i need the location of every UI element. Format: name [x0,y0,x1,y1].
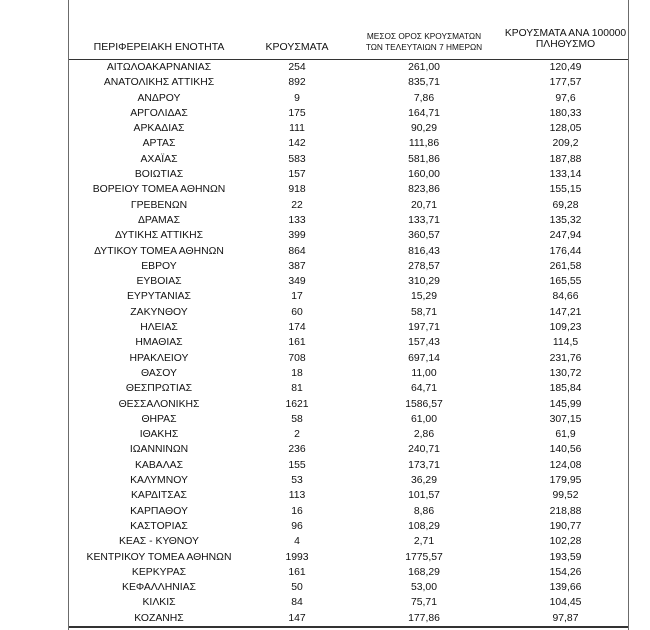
avg7-cell: 816,43 [408,245,440,257]
per100k-cell: 61,9 [555,429,576,441]
per100k-cell: 99,52 [552,490,579,502]
table-row [69,167,628,182]
header-per100k [503,28,628,50]
per100k-cell: 218,88 [549,505,582,517]
avg7-cell: 111,86 [408,138,440,150]
table-row [69,320,628,335]
table-row [69,427,628,442]
per100k-cell: 185,84 [549,383,582,395]
region-cell: ΚΕΝΤΡΙΚΟΥ ΤΟΜΕΑ ΑΘΗΝΩΝ [86,551,232,563]
avg7-cell: 168,29 [408,566,440,578]
table-row [69,473,628,488]
cases-cell: 17 [291,291,303,303]
avg7-cell: 53,00 [410,582,437,594]
cases-cell: 111 [289,123,305,135]
table-row [69,305,628,320]
table-row [69,136,628,151]
per100k-cell: 231,76 [549,352,582,364]
per100k-cell: 128,05 [549,123,582,135]
per100k-cell: 139,66 [549,582,582,594]
region-cell: ΘΑΣΟΥ [141,367,177,379]
cases-cell: 174 [288,322,306,334]
cases-cell: 1993 [285,551,309,563]
region-cell: ΚΑΣΤΟΡΙΑΣ [130,520,188,532]
cases-cell: 892 [288,77,306,89]
per100k-cell: 114,5 [552,337,579,349]
header-per100k-line2: ΠΛΗΘΥΣΜΟ [535,39,596,50]
cases-cell: 161 [288,566,306,578]
avg7-cell: 310,29 [408,276,440,288]
cases-cell: 81 [291,383,303,395]
region-cell: ΔΡΑΜΑΣ [137,214,181,226]
region-cell: ΚΑΒΑΛΑΣ [134,459,184,471]
region-cell: ΚΑΡΔΙΤΣΑΣ [131,490,187,502]
table-row [69,289,628,304]
cases-cell: 175 [288,107,306,119]
table-row [69,60,628,75]
avg7-cell: 58,71 [410,306,437,318]
avg7-cell: 36,29 [410,475,437,487]
header-cases: ΚΡΟΥΣΜΑΤΑ [265,41,329,53]
avg7-cell: 133,71 [408,214,440,226]
table-row [69,75,628,90]
avg7-cell: 360,57 [408,230,440,242]
region-cell: ΑΧΑΪΑΣ [140,153,178,165]
cases-cell: 58 [291,413,303,425]
cases-cell: 399 [288,230,306,242]
cases-cell: 349 [288,276,306,288]
table-row [69,595,628,610]
avg7-cell: 75,71 [410,597,437,609]
cases-cell: 708 [288,352,306,364]
per100k-cell: 69,28 [552,199,579,211]
per100k-cell: 193,59 [549,551,582,563]
per100k-cell: 177,57 [549,77,582,89]
cases-cell: 147 [288,612,306,624]
table-row [69,121,628,136]
avg7-cell: 177,86 [408,612,440,624]
per100k-cell: 97,6 [555,92,576,104]
region-cell: ΘΕΣΠΡΩΤΙΑΣ [125,383,193,395]
table-row [69,335,628,350]
per100k-cell: 145,99 [549,398,582,410]
table-row [69,458,628,473]
cases-cell: 155 [288,459,306,471]
region-cell: ΚΑΡΠΑΘΟΥ [130,505,188,517]
cases-cell: 18 [291,367,303,379]
avg7-cell: 160,00 [408,169,440,181]
cases-cell: 2 [294,429,300,441]
per100k-cell: 120,49 [549,62,582,73]
table-row [69,152,628,167]
per100k-cell: 190,77 [549,520,582,532]
cases-cell: 9 [294,92,300,104]
avg7-cell: 101,57 [408,490,440,502]
avg7-cell: 173,71 [408,459,440,471]
per100k-cell: 165,55 [549,276,582,288]
per100k-cell: 104,45 [549,597,582,609]
table-body [69,60,628,626]
per100k-cell: 179,95 [549,475,582,487]
cases-cell: 918 [288,184,306,196]
per100k-cell: 97,87 [552,612,579,624]
right-border [628,0,629,630]
table-row [69,397,628,412]
table-row [69,611,628,626]
per100k-cell: 135,32 [549,214,582,226]
cases-cell: 50 [291,582,303,594]
avg7-cell: 835,71 [408,77,440,89]
table-row [69,213,628,228]
per100k-cell: 307,15 [549,413,582,425]
avg7-cell: 64,71 [410,383,437,395]
region-cell: ΓΡΕΒΕΝΩΝ [130,199,188,211]
per100k-cell: 176,44 [549,245,582,257]
region-cell: ΘΗΡΑΣ [141,413,177,425]
avg7-cell: 157,43 [408,337,440,349]
per100k-cell: 154,26 [549,566,582,578]
table-row [69,91,628,106]
avg7-cell: 240,71 [408,444,440,456]
table-row [69,198,628,213]
region-cell: ΗΜΑΘΙΑΣ [135,337,183,349]
per100k-cell: 261,58 [549,260,582,272]
cases-cell: 583 [288,153,306,165]
per100k-cell: 155,15 [549,184,582,196]
region-cell: ΑΡΓΟΛΙΔΑΣ [130,107,188,119]
avg7-cell: 581,86 [408,153,440,165]
cases-cell: 133 [288,214,306,226]
avg7-cell: 61,00 [410,413,437,425]
per100k-cell: 102,28 [549,536,582,548]
header-avg7 [345,31,503,53]
cases-cell: 1621 [285,398,309,410]
avg7-cell: 164,71 [408,107,440,119]
avg7-cell: 261,00 [408,62,440,73]
region-cell: ΙΘΑΚΗΣ [139,429,179,441]
per100k-cell: 180,33 [549,107,582,119]
table-row [69,565,628,580]
table-row [69,366,628,381]
per100k-cell: 187,88 [549,153,582,165]
region-cell: ΒΟΡΕΙΟΥ ΤΟΜΕΑ ΑΘΗΝΩΝ [92,184,226,196]
cases-cell: 161 [288,337,306,349]
region-cell: ΑΝΑΤΟΛΙΚΗΣ ΑΤΤΙΚΗΣ [103,77,215,89]
table-row [69,274,628,289]
region-cell: ΑΝΔΡΟΥ [137,92,181,104]
table-row [69,381,628,396]
per100k-cell: 84,66 [552,291,579,303]
cases-cell: 96 [291,520,303,532]
avg7-cell: 11,00 [411,367,437,379]
avg7-cell: 197,71 [408,322,440,334]
header-avg7-line1: ΜΕΣΟΣ ΟΡΟΣ ΚΡΟΥΣΜΑΤΩΝ [366,31,482,41]
avg7-cell: 7,86 [413,92,435,104]
avg7-cell: 697,14 [408,352,440,364]
per100k-cell: 147,21 [549,306,582,318]
cases-cell: 236 [288,444,306,456]
table-bottom-border [69,626,628,628]
region-cell: ΕΒΡΟΥ [141,260,177,272]
cases-cell: 84 [291,597,303,609]
cases-cell: 864 [288,245,306,257]
avg7-cell: 20,71 [410,199,437,211]
region-cell: ΚΕΡΚΥΡΑΣ [131,566,187,578]
region-cell: ΑΙΤΩΛΟΑΚΑΡΝΑΝΙΑΣ [106,62,212,73]
cases-cell: 142 [288,138,306,150]
table-row [69,580,628,595]
region-cell: ΔΥΤΙΚΟΥ ΤΟΜΕΑ ΑΘΗΝΩΝ [94,245,224,257]
avg7-cell: 8,86 [413,505,435,517]
table-row [69,442,628,457]
avg7-cell: 2,71 [413,536,435,548]
table-row [69,228,628,243]
cases-cell: 113 [288,490,306,502]
per100k-cell: 247,94 [549,230,582,242]
per100k-cell: 130,72 [549,367,582,379]
cases-table [69,26,628,628]
region-cell: ΕΥΒΟΙΑΣ [136,276,182,288]
per100k-cell: 209,2 [552,138,579,150]
table-row [69,504,628,519]
table-row [69,534,628,549]
table-row [69,519,628,534]
region-cell: ΚΟΖΑΝΗΣ [134,612,184,624]
table-row [69,412,628,427]
header-per100k-line1: ΚΡΟΥΣΜΑΤΑ ΑΝΑ 100000 [504,28,627,39]
cases-cell: 387 [288,260,306,272]
cases-cell: 16 [291,505,303,517]
region-cell: ΔΥΤΙΚΗΣ ΑΤΤΙΚΗΣ [114,230,204,242]
table-row [69,182,628,197]
cases-cell: 254 [288,62,306,73]
table-row [69,244,628,259]
avg7-cell: 15,29 [410,291,437,303]
region-cell: ΚΙΛΚΙΣ [142,597,176,609]
cases-cell: 22 [291,199,303,211]
table-row [69,259,628,274]
region-cell: ΚΑΛΥΜΝΟΥ [130,475,188,487]
region-cell: ΕΥΡΥΤΑΝΙΑΣ [127,291,191,303]
region-cell: ΙΩΑΝΝΙΝΩΝ [129,444,189,456]
header-avg7-line2: ΤΩΝ ΤΕΛΕΥΤΑΙΩΝ 7 ΗΜΕΡΩΝ [365,42,483,52]
avg7-cell: 278,57 [408,260,440,272]
cases-cell: 60 [291,306,303,318]
avg7-cell: 823,86 [408,184,440,196]
table-header [69,26,628,59]
per100k-cell: 133,14 [549,169,582,181]
per100k-cell: 124,08 [549,459,582,471]
region-cell: ΗΛΕΙΑΣ [140,322,178,334]
header-region: ΠΕΡΙΦΕΡΕΙΑΚΗ ΕΝΟΤΗΤΑ [93,41,225,53]
region-cell: ΗΡΑΚΛΕΙΟΥ [129,352,189,364]
region-cell: ΑΡΤΑΣ [142,138,176,150]
per100k-cell: 140,56 [549,444,582,456]
avg7-cell: 1586,57 [405,398,443,410]
table-row [69,351,628,366]
avg7-cell: 90,29 [410,123,437,135]
region-cell: ΘΕΣΣΑΛΟΝΙΚΗΣ [118,398,200,410]
cases-cell: 157 [288,169,306,181]
region-cell: ΑΡΚΑΔΙΑΣ [133,123,185,135]
region-cell: ΚΕΑΣ - ΚΥΘΝΟΥ [119,536,199,548]
cases-cell: 4 [294,536,300,548]
table-row [69,106,628,121]
table-row [69,550,628,565]
region-cell: ΚΕΦΑΛΛΗΝΙΑΣ [122,582,196,594]
avg7-cell: 2,86 [413,429,435,441]
avg7-cell: 1775,57 [405,551,443,563]
avg7-cell: 108,29 [408,520,440,532]
region-cell: ΒΟΙΩΤΙΑΣ [134,169,184,181]
region-cell: ΖΑΚΥΝΘΟΥ [130,306,188,318]
per100k-cell: 109,23 [549,322,582,334]
cases-cell: 53 [291,475,303,487]
table-row [69,488,628,503]
